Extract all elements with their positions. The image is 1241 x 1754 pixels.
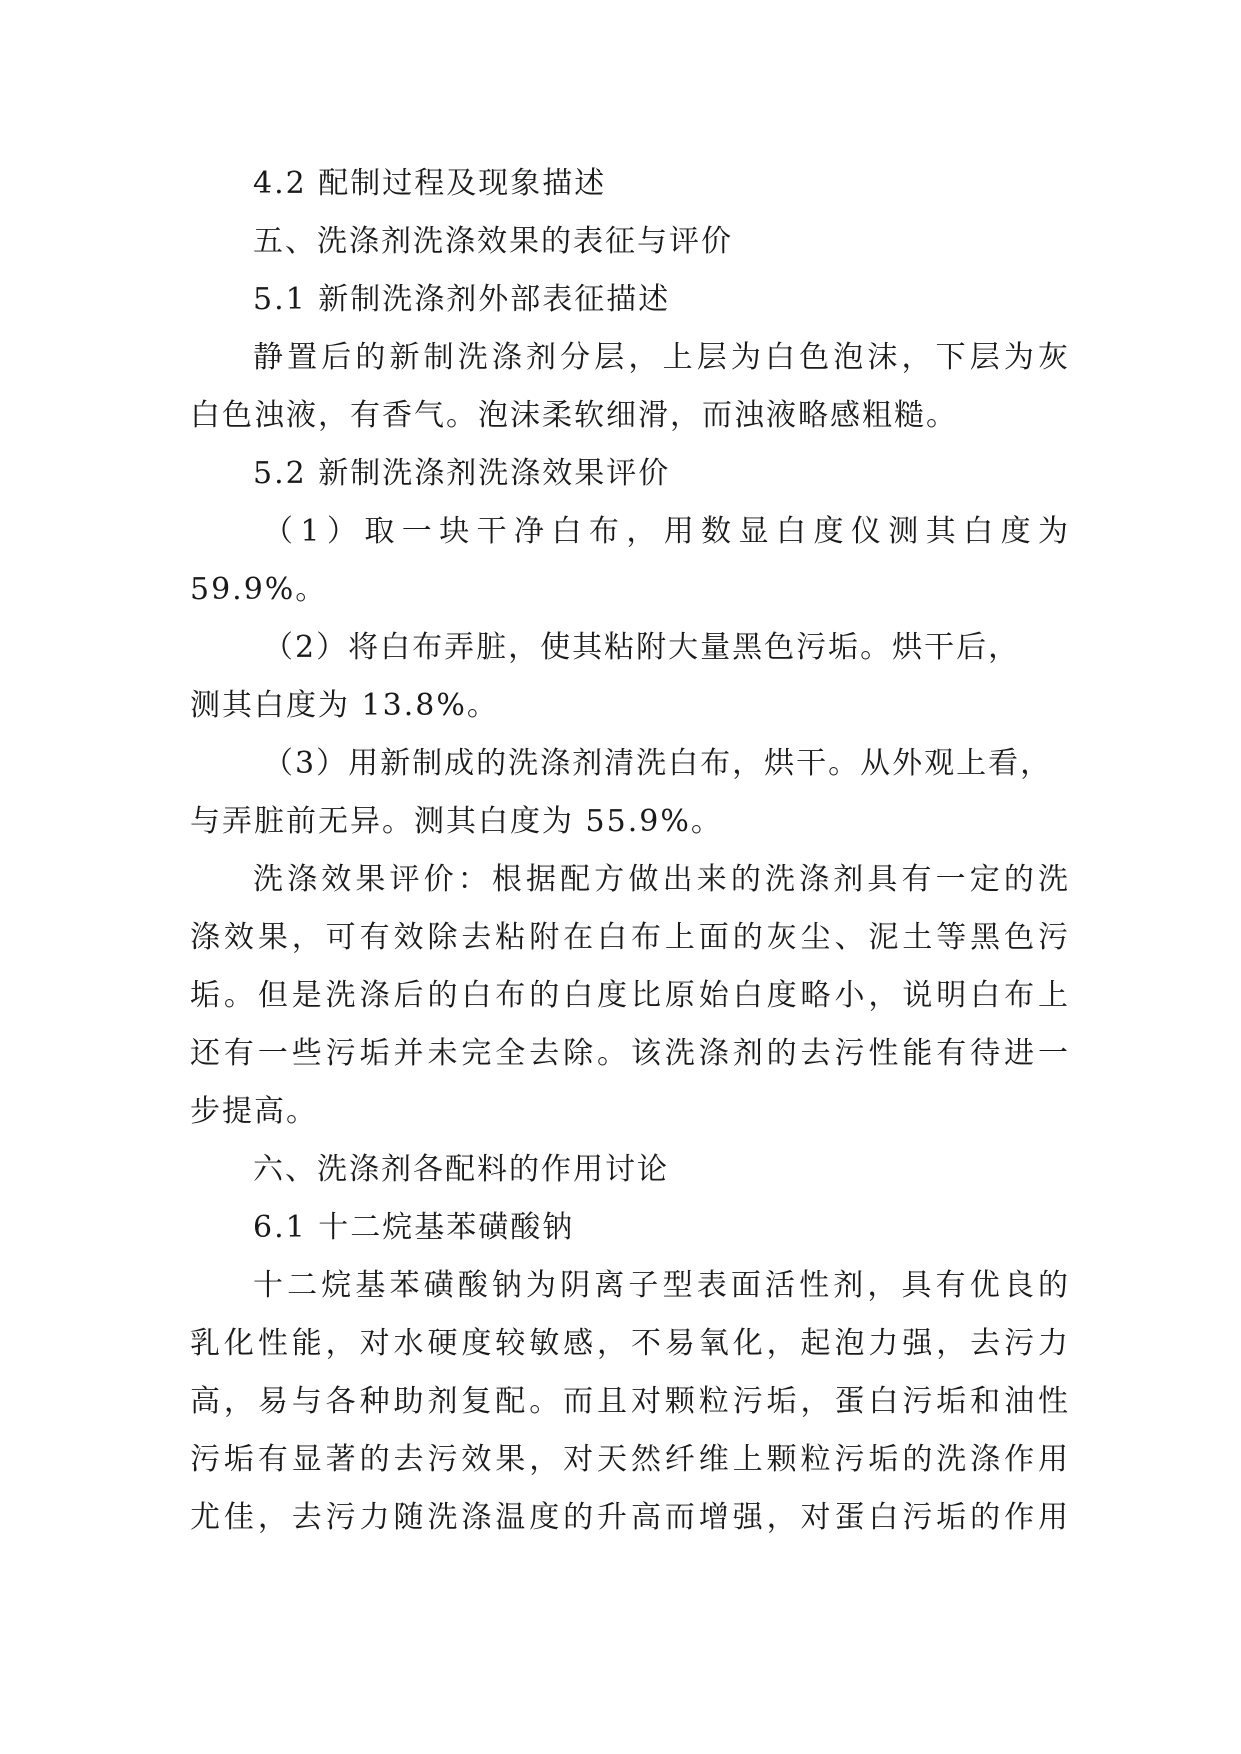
chapter-heading-6: 六、洗涤剂各配料的作用讨论: [253, 1152, 669, 1187]
paragraph-line: 59.9%。: [190, 572, 328, 607]
paragraph-line: 乳化性能，对水硬度较敏感，不易氧化，起泡力强，去污力: [190, 1326, 1070, 1361]
paragraph-line: 十二烷基苯磺酸钠为阴离子型表面活性剂，具有优良的: [253, 1268, 1070, 1303]
paragraph-line: 尤佳，去污力随洗涤温度的升高而增强，对蛋白污垢的作用: [190, 1500, 1070, 1535]
section-heading-6-1: 6.1 十二烷基苯磺酸钠: [253, 1210, 575, 1245]
paragraph-line: 还有一些污垢并未完全去除。该洗涤剂的去污性能有待进一: [190, 1036, 1070, 1071]
section-heading-5-1: 5.1 新制洗涤剂外部表征描述: [253, 282, 671, 317]
paragraph-line: 洗涤效果评价：根据配方做出来的洗涤剂具有一定的洗: [253, 862, 1070, 897]
section-heading-5-2: 5.2 新制洗涤剂洗涤效果评价: [253, 456, 671, 491]
paragraph-line: 与弄脏前无异。测其白度为 55.9%。: [190, 804, 723, 839]
paragraph-line: 测其白度为 13.8%。: [190, 688, 499, 723]
section-heading-4-2: 4.2 配制过程及现象描述: [253, 166, 607, 201]
paragraph-line: 白色浊液，有香气。泡沫柔软细滑，而浊液略感粗糙。: [190, 398, 958, 433]
paragraph-line: 静置后的新制洗涤剂分层，上层为白色泡沫，下层为灰: [253, 340, 1070, 375]
paragraph-line: 高，易与各种助剂复配。而且对颗粒污垢，蛋白污垢和油性: [190, 1384, 1070, 1419]
paragraph-line: 步提高。: [190, 1094, 318, 1129]
paragraph-line: 污垢有显著的去污效果，对天然纤维上颗粒污垢的洗涤作用: [190, 1442, 1070, 1477]
paragraph-line: （1）取一块干净白布，用数显白度仪测其白度为: [263, 514, 1070, 549]
paragraph-line: （2）将白布弄脏，使其粘附大量黑色污垢。烘干后，: [263, 630, 1021, 665]
paragraph-line: （3）用新制成的洗涤剂清洗白布，烘干。从外观上看，: [263, 746, 1053, 781]
paragraph-line: 涤效果，可有效除去粘附在白布上面的灰尘、泥土等黑色污: [190, 920, 1070, 955]
chapter-heading-5: 五、洗涤剂洗涤效果的表征与评价: [253, 224, 733, 259]
document-body: [190, 155, 1070, 1547]
paragraph-line: 垢。但是洗涤后的白布的白度比原始白度略小，说明白布上: [190, 978, 1070, 1013]
